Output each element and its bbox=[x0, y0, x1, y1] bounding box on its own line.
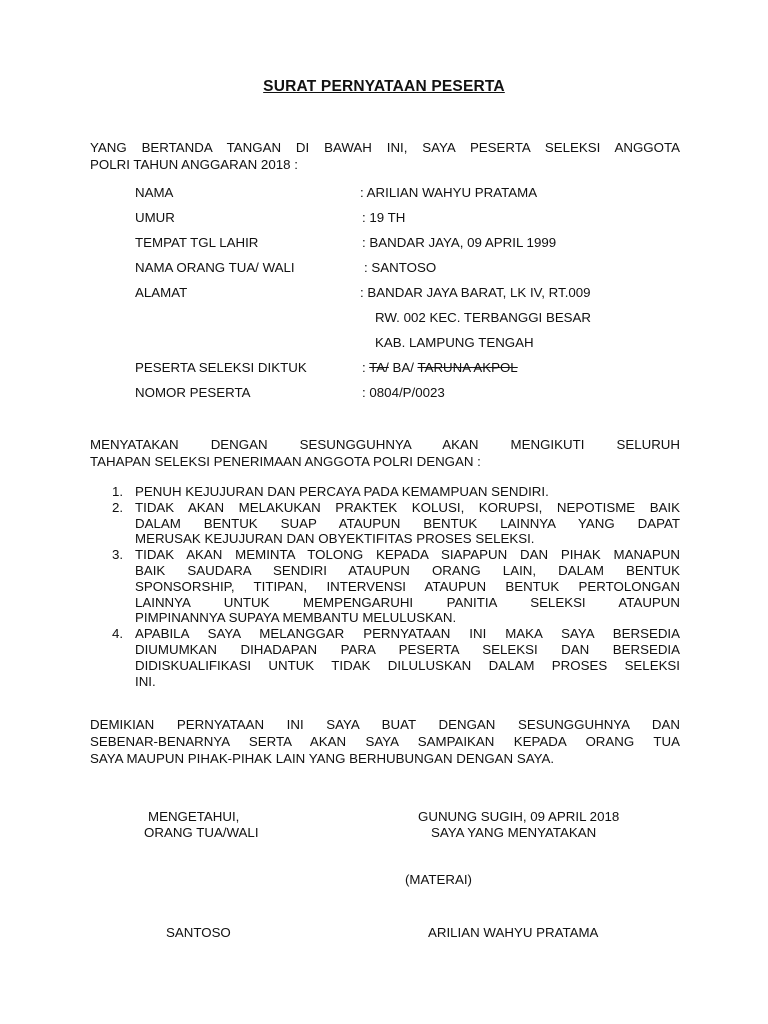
list-item-number: 2. bbox=[112, 499, 124, 515]
list-item-line: DIUMUMKAN DIHADAPAN PARA PESERTA SELEKSI DAN BERSEDIA bbox=[135, 641, 680, 657]
list-item-line: SPONSORSHIP, TITIPAN, INTERVENSI ATAUPUN BENTUK PERTOLONGAN bbox=[135, 578, 680, 594]
list-item-line: TIDAK AKAN MELAKUKAN PRAKTEK KOLUSI, KORUPSI, NEPOTISME BAIK bbox=[135, 499, 680, 515]
list-item-line: BAIK SAUDARA SENDIRI ATAUPUN ORANG LAIN, DALAM BENTUK bbox=[135, 562, 680, 578]
list-item-line: PENUH KEJUJURAN DAN PERCAYA PADA KEMAMPUAN SENDIRI. bbox=[135, 484, 549, 499]
signature-left-role: ORANG TUA/WALI bbox=[144, 825, 259, 840]
field-label-nama: NAMA bbox=[135, 185, 174, 200]
field-value-wali: : SANTOSO bbox=[364, 260, 437, 275]
list-item-line: LAINNYA UNTUK MEMPENGARUHI PANITIA SELEKSI ATAUPUN bbox=[135, 594, 680, 610]
signature-right-name: ARILIAN WAHYU PRATAMA bbox=[428, 925, 599, 940]
list-item-line: INI. bbox=[135, 673, 156, 689]
diktuk-option-struck: TARUNA AKPOL bbox=[417, 360, 518, 375]
list-item bbox=[90, 484, 680, 500]
field-value-alamat-line: : BANDAR JAYA BARAT, LK IV, RT.009 bbox=[360, 285, 591, 300]
field-value-alamat-line: KAB. LAMPUNG TENGAH bbox=[375, 335, 534, 350]
list-item-line: MERUSAK KEJUJURAN DAN OBYEKTIFITAS PROSES SELEKSI. bbox=[135, 531, 535, 547]
list-item-line: PIMPINANNYA SUPAYA MEMBANTU MELULUSKAN. bbox=[135, 610, 457, 626]
intro-paragraph bbox=[90, 139, 680, 173]
field-value-diktuk bbox=[362, 359, 518, 376]
field-label-ttl: TEMPAT TGL LAHIR bbox=[135, 235, 259, 250]
statement-line: TAHAPAN SELEKSI PENERIMAAN ANGGOTA POLRI DENGAN : bbox=[90, 454, 481, 469]
list-item bbox=[90, 500, 680, 547]
list-item-number: 4. bbox=[112, 626, 124, 642]
field-value-nomor: : 0804/P/0023 bbox=[362, 385, 445, 400]
list-item-line: DALAM BENTUK SUAP ATAUPUN BENTUK LAINNYA YANG DAPAT bbox=[135, 515, 680, 531]
field-label-wali: NAMA ORANG TUA/ WALI bbox=[135, 260, 295, 275]
field-value-alamat-line: RW. 002 KEC. TERBANGGI BESAR bbox=[375, 310, 592, 325]
commitment-list bbox=[90, 484, 680, 689]
intro-line: POLRI TAHUN ANGGARAN 2018 : bbox=[90, 157, 298, 172]
field-value-umur: : 19 TH bbox=[362, 210, 406, 225]
diktuk-colon: : bbox=[362, 360, 370, 375]
intro-line: YANG BERTANDA TANGAN DI BAWAH INI, SAYA PESERTA SELEKSI ANGGOTA bbox=[90, 140, 680, 155]
field-value-nama: : ARILIAN WAHYU PRATAMA bbox=[360, 185, 538, 200]
closing-line: SEBENAR-BENARNYA SERTA AKAN SAYA SAMPAIKAN KEPADA ORANG TUA bbox=[90, 734, 680, 749]
list-item-number: 1. bbox=[112, 484, 124, 499]
closing-paragraph bbox=[90, 716, 680, 767]
materai-stamp-placeholder: (MATERAI) bbox=[405, 872, 472, 887]
statement-paragraph bbox=[90, 436, 680, 470]
closing-line: DEMIKIAN PERNYATAAN INI SAYA BUAT DENGAN SESUNGGUHNYA DAN bbox=[90, 717, 680, 732]
closing-line: SAYA MAUPUN PIHAK-PIHAK LAIN YANG BERHUBUNGAN DENGAN SAYA. bbox=[90, 751, 555, 766]
field-label-alamat: ALAMAT bbox=[135, 285, 188, 300]
document-title: SURAT PERNYATAAN PESERTA bbox=[263, 78, 505, 95]
field-value-ttl: : BANDAR JAYA, 09 APRIL 1999 bbox=[362, 235, 557, 250]
list-item bbox=[90, 626, 680, 689]
field-label-diktuk: PESERTA SELEKSI DIKTUK bbox=[135, 360, 307, 375]
signature-left-heading: MENGETAHUI, bbox=[148, 809, 240, 824]
signature-left-name: SANTOSO bbox=[166, 925, 231, 940]
signature-right-role: SAYA YANG MENYATAKAN bbox=[431, 825, 597, 840]
list-item-number: 3. bbox=[112, 547, 124, 563]
signature-right-place-date: GUNUNG SUGIH, 09 APRIL 2018 bbox=[418, 809, 620, 824]
list-item-line: APABILA SAYA MELANGGAR PERNYATAAN INI MAKA SAYA BERSEDIA bbox=[135, 626, 680, 642]
list-item bbox=[90, 547, 680, 626]
statement-line: MENYATAKAN DENGAN SESUNGGUHNYA AKAN MENGIKUTI SELURUH bbox=[90, 437, 680, 452]
list-item-line: DIDISKUALIFIKASI UNTUK TIDAK DILULUSKAN DALAM PROSES SELEKSI bbox=[135, 657, 680, 673]
diktuk-option-struck: TA/ bbox=[369, 360, 389, 375]
list-item-line: TIDAK AKAN MEMINTA TOLONG KEPADA SIAPAPUN DAN PIHAK MANAPUN bbox=[135, 547, 680, 563]
field-label-nomor: NOMOR PESERTA bbox=[135, 385, 251, 400]
diktuk-option-selected: BA/ bbox=[388, 360, 418, 375]
field-label-umur: UMUR bbox=[135, 210, 175, 225]
